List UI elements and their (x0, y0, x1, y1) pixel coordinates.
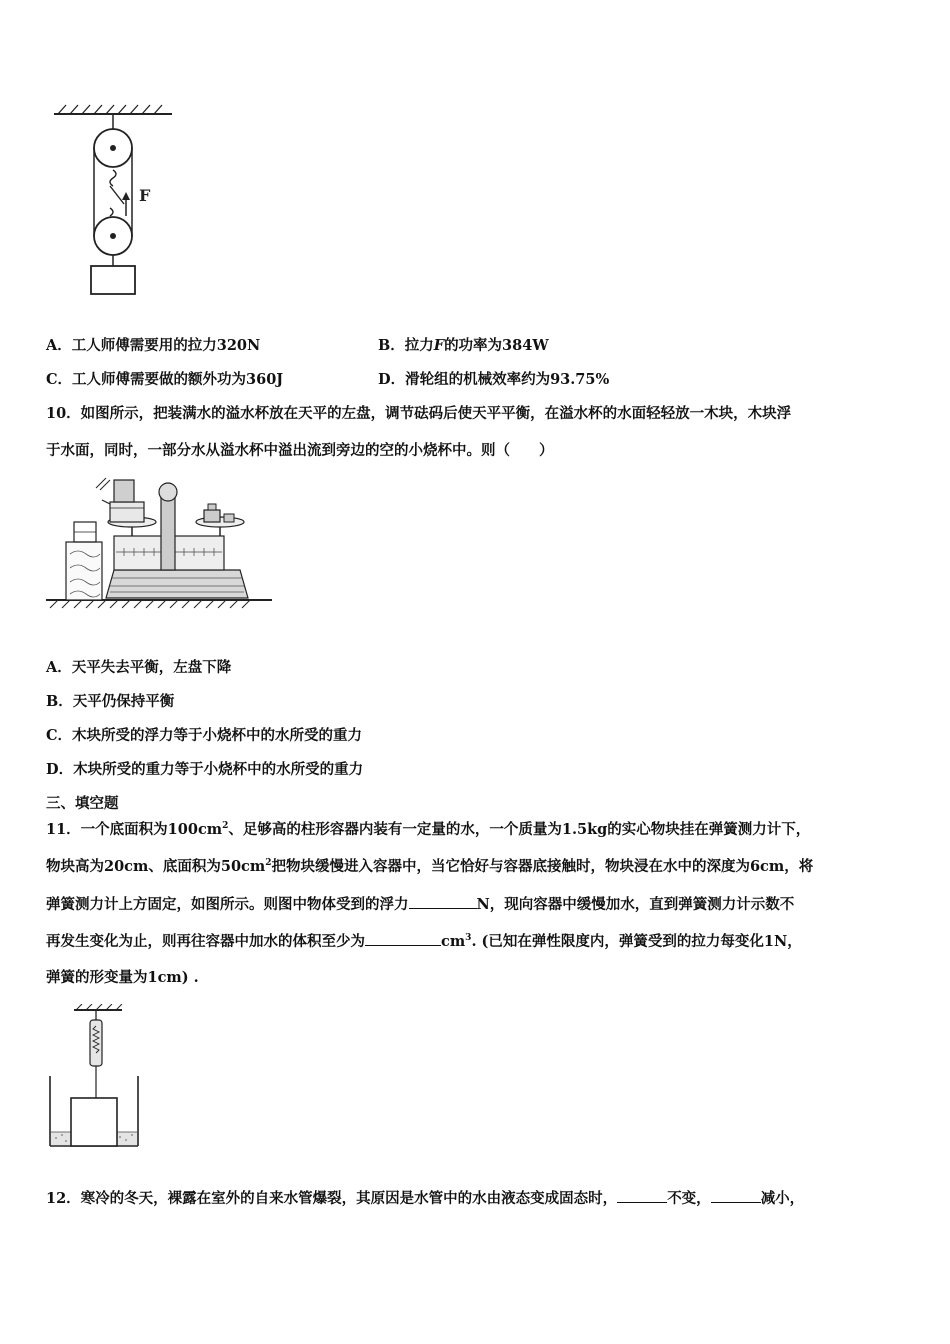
q11-l2-sup: 2 (265, 858, 272, 869)
q11-l1-b: 、足够高的柱形容器内装有一定量的水，一个质量为1.5kg的实心物块挂在弹簧测力计下， (228, 821, 811, 838)
q9-option-b-var: F (433, 337, 445, 354)
q11-stem-line-1 (46, 820, 810, 840)
q11-stem-line-2 (46, 857, 813, 877)
q12-a: 12．寒冷的冬天，裸露在室外的自来水管爆裂，其原因是水管中的水由液态变成固态时， (46, 1190, 618, 1207)
q11-l3-b: N，现向容器中缓慢加水，直到弹簧测力计示数不 (476, 896, 795, 913)
section-title: 三、填空题 (46, 795, 119, 812)
q11-l4-c: . (已知在弹性限度内，弹簧受到的拉力每变化1N， (471, 933, 802, 950)
volume-answer-blank[interactable] (365, 931, 441, 946)
pulley-figure (48, 100, 178, 300)
q10-option-a: A．天平失去平衡，左盘下降 (46, 659, 232, 676)
q11-l1-sup: 2 (222, 821, 229, 832)
q11-l2-b: 把物块缓慢进入容器中，当它恰好与容器底接触时，物块浸在水中的深度为6cm，将 (271, 858, 814, 875)
q11-l2-a: 物块高为20cm、底面积为50cm (46, 858, 266, 875)
q11-stem-line-3 (46, 894, 794, 915)
q12-c: 减小， (760, 1190, 805, 1207)
q9-option-c: C．工人师傅需要做的额外功为360J (46, 371, 284, 388)
q10-option-c: C．木块所受的浮力等于小烧杯中的水所受的重力 (46, 727, 363, 744)
q11-stem-line-5: 弹簧的形变量为1cm) . (46, 969, 199, 986)
q10-option-b: B．天平仍保持平衡 (46, 693, 175, 710)
q9-option-b (378, 336, 549, 356)
q9-option-b-suffix: 的功率为384W (444, 337, 549, 354)
q11-stem-line-4 (46, 931, 802, 952)
buoyancy-answer-blank[interactable] (409, 894, 477, 909)
q9-option-a: A．工人师傅需要用的拉力320N (46, 337, 261, 354)
q12-answer-blank-1[interactable] (617, 1188, 667, 1203)
q9-option-b-prefix: B．拉力 (378, 337, 434, 354)
q11-l4-sup: 3 (465, 933, 472, 944)
force-label: F (139, 186, 151, 205)
q10-stem-line-2: 于水面，同时，一部分水从溢水杯中溢出流到旁边的空的小烧杯中。则（ ） (46, 442, 554, 459)
spring-scale-figure (44, 1004, 144, 1150)
q10-option-d: D．木块所受的重力等于小烧杯中的水所受的重力 (46, 761, 364, 778)
q11-l1-a: 11．一个底面积为100cm (46, 821, 223, 838)
q9-option-d: D．滑轮组的机械效率约为93.75% (378, 371, 610, 388)
q11-l4-b: cm (441, 933, 466, 950)
q12-stem-line-1 (46, 1188, 804, 1209)
q11-l4-a: 再发生变化为止，则再往容器中加水的体积至少为 (46, 933, 365, 950)
q11-l3-a: 弹簧测力计上方固定，如图所示。则图中物体受到的浮力 (46, 896, 409, 913)
q12-answer-blank-2[interactable] (711, 1188, 761, 1203)
q10-stem-line-1: 10．如图所示，把装满水的溢水杯放在天平的左盘，调节砝码后使天平平衡，在溢水杯的水面轻轻放一木块，木块浮 (46, 405, 792, 422)
q12-b: 不变， (667, 1190, 711, 1207)
balance-figure (44, 470, 274, 615)
